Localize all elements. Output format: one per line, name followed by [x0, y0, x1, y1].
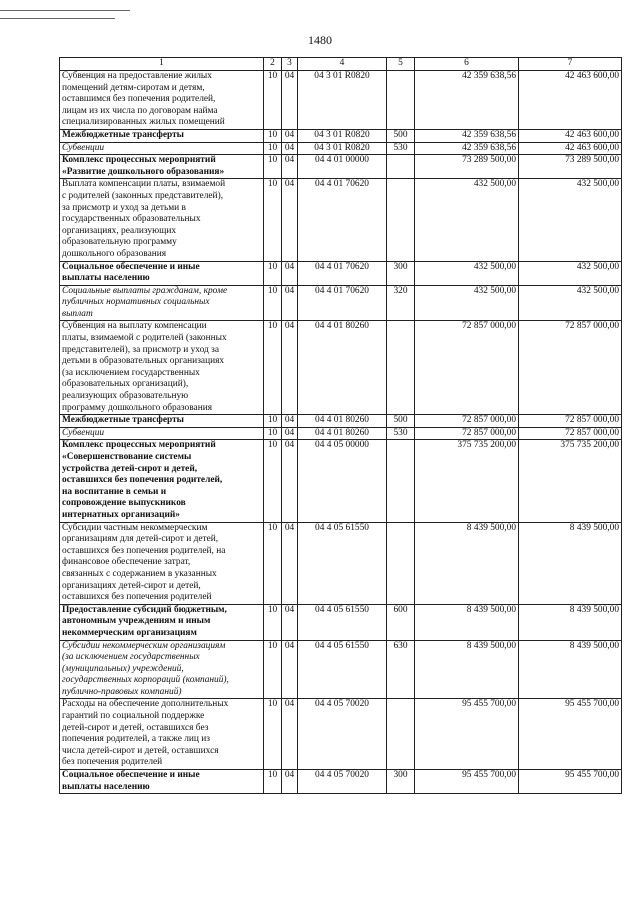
row-section-code: 10	[264, 699, 282, 770]
row-name: Субвенция на выплату компенсации платы, взимаемой с родителей (законных представителей), за присмотр и уход за детьми в образовательных организациях (за исключением государственных образовательных организаций), реализующих образовательную программу дошкольного образования	[60, 321, 264, 415]
table-row	[60, 129, 622, 142]
row-amount-year-2: 375 735 200,00	[519, 440, 622, 522]
row-target-article-code: 04 4 05 00000	[298, 440, 387, 522]
row-amount-year-1: 95 455 700,00	[415, 699, 519, 770]
row-name: Расходы на обеспечение дополнительных гарантий по социальной поддержке детей-сирот и детей, оставшихся без попечения родителей, а также лиц из числа детей-сирот и детей, оставшихся без попечения родителей	[60, 699, 264, 770]
row-name: Субвенции	[60, 142, 264, 155]
column-header: 5	[387, 58, 415, 71]
row-amount-year-1: 42 359 638,56	[415, 142, 519, 155]
row-expense-type-code	[387, 71, 415, 130]
row-section-code: 10	[264, 604, 282, 640]
row-name: Субвенции	[60, 427, 264, 440]
row-expense-type-code	[387, 179, 415, 261]
row-amount-year-1: 8 439 500,00	[415, 640, 519, 699]
row-section-code: 10	[264, 427, 282, 440]
row-expense-type-code: 630	[387, 640, 415, 699]
scan-artifact-line	[0, 18, 115, 19]
row-name: Предоставление субсидий бюджетным, автономным учреждениям и иным некоммерческим организациям	[60, 604, 264, 640]
row-expense-type-code: 500	[387, 415, 415, 428]
row-amount-year-1: 8 439 500,00	[415, 604, 519, 640]
row-subsection-code: 04	[282, 142, 298, 155]
row-section-code: 10	[264, 71, 282, 130]
budget-table	[59, 57, 622, 794]
row-expense-type-code	[387, 440, 415, 522]
row-name: Межбюджетные трансферты	[60, 415, 264, 428]
row-expense-type-code: 600	[387, 604, 415, 640]
row-section-code: 10	[264, 522, 282, 604]
row-section-code: 10	[264, 155, 282, 179]
row-target-article-code: 04 4 05 61550	[298, 604, 387, 640]
row-target-article-code: 04 4 05 61550	[298, 522, 387, 604]
row-expense-type-code: 300	[387, 770, 415, 794]
row-amount-year-1: 432 500,00	[415, 261, 519, 285]
row-section-code: 10	[264, 440, 282, 522]
row-subsection-code: 04	[282, 129, 298, 142]
row-amount-year-1: 72 857 000,00	[415, 427, 519, 440]
row-amount-year-1: 73 289 500,00	[415, 155, 519, 179]
column-header: 6	[415, 58, 519, 71]
row-section-code: 10	[264, 415, 282, 428]
row-subsection-code: 04	[282, 321, 298, 415]
row-section-code: 10	[264, 129, 282, 142]
row-amount-year-2: 95 455 700,00	[519, 770, 622, 794]
column-header: 7	[519, 58, 622, 71]
table-row	[60, 415, 622, 428]
row-subsection-code: 04	[282, 71, 298, 130]
row-section-code: 10	[264, 321, 282, 415]
row-name: Межбюджетные трансферты	[60, 129, 264, 142]
row-expense-type-code	[387, 522, 415, 604]
row-section-code: 10	[264, 770, 282, 794]
row-name: Комплекс процессных мероприятий «Развитие дошкольного образования»	[60, 155, 264, 179]
row-target-article-code: 04 4 01 70620	[298, 285, 387, 321]
table-row	[60, 604, 622, 640]
row-amount-year-2: 432 500,00	[519, 179, 622, 261]
row-amount-year-2: 432 500,00	[519, 261, 622, 285]
row-amount-year-1: 42 359 638,56	[415, 129, 519, 142]
row-amount-year-1: 432 500,00	[415, 285, 519, 321]
table-row	[60, 285, 622, 321]
row-section-code: 10	[264, 142, 282, 155]
table-row	[60, 261, 622, 285]
column-header: 2	[264, 58, 282, 71]
row-section-code: 10	[264, 261, 282, 285]
table-row	[60, 440, 622, 522]
table-row	[60, 142, 622, 155]
row-subsection-code: 04	[282, 640, 298, 699]
row-subsection-code: 04	[282, 415, 298, 428]
table-row	[60, 522, 622, 604]
table-row	[60, 427, 622, 440]
row-amount-year-1: 72 857 000,00	[415, 321, 519, 415]
row-target-article-code: 04 4 01 70620	[298, 179, 387, 261]
row-section-code: 10	[264, 640, 282, 699]
table-row	[60, 321, 622, 415]
table-row	[60, 640, 622, 699]
column-header: 1	[60, 58, 264, 71]
row-amount-year-1: 432 500,00	[415, 179, 519, 261]
row-target-article-code: 04 4 01 80260	[298, 427, 387, 440]
row-amount-year-2: 42 463 600,00	[519, 142, 622, 155]
row-expense-type-code: 300	[387, 261, 415, 285]
row-subsection-code: 04	[282, 440, 298, 522]
row-expense-type-code: 530	[387, 142, 415, 155]
row-section-code: 10	[264, 179, 282, 261]
row-subsection-code: 04	[282, 179, 298, 261]
row-name: Социальное обеспечение и иные выплаты населению	[60, 261, 264, 285]
row-amount-year-2: 432 500,00	[519, 285, 622, 321]
row-target-article-code: 04 4 05 70020	[298, 770, 387, 794]
row-name: Социальные выплаты гражданам, кроме публичных нормативных социальных выплат	[60, 285, 264, 321]
row-name: Выплата компенсации платы, взимаемой с родителей (законных представителей), за присмотр и уход за детьми в государственных образовательных организациях, реализующих образовательную программу дошкольного образования	[60, 179, 264, 261]
row-amount-year-1: 375 735 200,00	[415, 440, 519, 522]
row-amount-year-2: 95 455 700,00	[519, 699, 622, 770]
row-subsection-code: 04	[282, 604, 298, 640]
row-name: Субсидии некоммерческим организациям (за исключением государственных (муниципальных) учреждений, государственных корпораций (компаний), публично-правовых компаний)	[60, 640, 264, 699]
row-subsection-code: 04	[282, 770, 298, 794]
row-target-article-code: 04 4 05 61550	[298, 640, 387, 699]
row-amount-year-2: 42 463 600,00	[519, 129, 622, 142]
row-subsection-code: 04	[282, 699, 298, 770]
row-amount-year-2: 72 857 000,00	[519, 427, 622, 440]
row-target-article-code: 04 4 01 80260	[298, 415, 387, 428]
row-subsection-code: 04	[282, 285, 298, 321]
row-target-article-code: 04 4 05 70020	[298, 699, 387, 770]
table-header-row	[60, 58, 622, 71]
row-name: Субсидии частным некоммерческим организациям для детей-сирот и детей, оставшихся без попечения родителей, на финансовое обеспечение затрат, связанных с содержанием в указанных организациях детей-сирот и детей, оставшихся без попечения родителей	[60, 522, 264, 604]
row-expense-type-code: 530	[387, 427, 415, 440]
row-expense-type-code	[387, 321, 415, 415]
row-target-article-code: 04 3 01 R0820	[298, 129, 387, 142]
row-subsection-code: 04	[282, 522, 298, 604]
table-row	[60, 71, 622, 130]
row-target-article-code: 04 3 01 R0820	[298, 71, 387, 130]
row-amount-year-2: 8 439 500,00	[519, 522, 622, 604]
row-target-article-code: 04 4 01 70620	[298, 261, 387, 285]
row-name: Социальное обеспечение и иные выплаты населению	[60, 770, 264, 794]
row-amount-year-1: 72 857 000,00	[415, 415, 519, 428]
row-amount-year-2: 72 857 000,00	[519, 321, 622, 415]
table-row	[60, 179, 622, 261]
table-row	[60, 699, 622, 770]
row-name: Комплекс процессных мероприятий «Совершенствование системы устройства детей-сирот и детей, оставшихся без попечения родителей, на воспитание в семьи и сопровождение выпускников интернатных организаций»	[60, 440, 264, 522]
column-header: 3	[282, 58, 298, 71]
row-amount-year-1: 42 359 638,56	[415, 71, 519, 130]
row-target-article-code: 04 4 01 80260	[298, 321, 387, 415]
row-amount-year-2: 8 439 500,00	[519, 640, 622, 699]
row-amount-year-2: 8 439 500,00	[519, 604, 622, 640]
row-target-article-code: 04 3 01 R0820	[298, 142, 387, 155]
row-amount-year-1: 8 439 500,00	[415, 522, 519, 604]
row-expense-type-code	[387, 155, 415, 179]
row-amount-year-2: 72 857 000,00	[519, 415, 622, 428]
row-amount-year-1: 95 455 700,00	[415, 770, 519, 794]
scan-artifact-line	[0, 10, 130, 11]
row-expense-type-code: 320	[387, 285, 415, 321]
row-amount-year-2: 42 463 600,00	[519, 71, 622, 130]
row-subsection-code: 04	[282, 155, 298, 179]
row-name: Субвенция на предоставление жилых помещений детям-сиротам и детям, оставшимся без попечения родителей, лицам из их числа по договорам найма специализированных жилых помещений	[60, 71, 264, 130]
row-subsection-code: 04	[282, 261, 298, 285]
row-section-code: 10	[264, 285, 282, 321]
row-subsection-code: 04	[282, 427, 298, 440]
table-row	[60, 770, 622, 794]
row-target-article-code: 04 4 01 00000	[298, 155, 387, 179]
row-expense-type-code	[387, 699, 415, 770]
column-header: 4	[298, 58, 387, 71]
row-expense-type-code: 500	[387, 129, 415, 142]
table-row	[60, 155, 622, 179]
page-number: 1480	[308, 33, 332, 47]
row-amount-year-2: 73 289 500,00	[519, 155, 622, 179]
